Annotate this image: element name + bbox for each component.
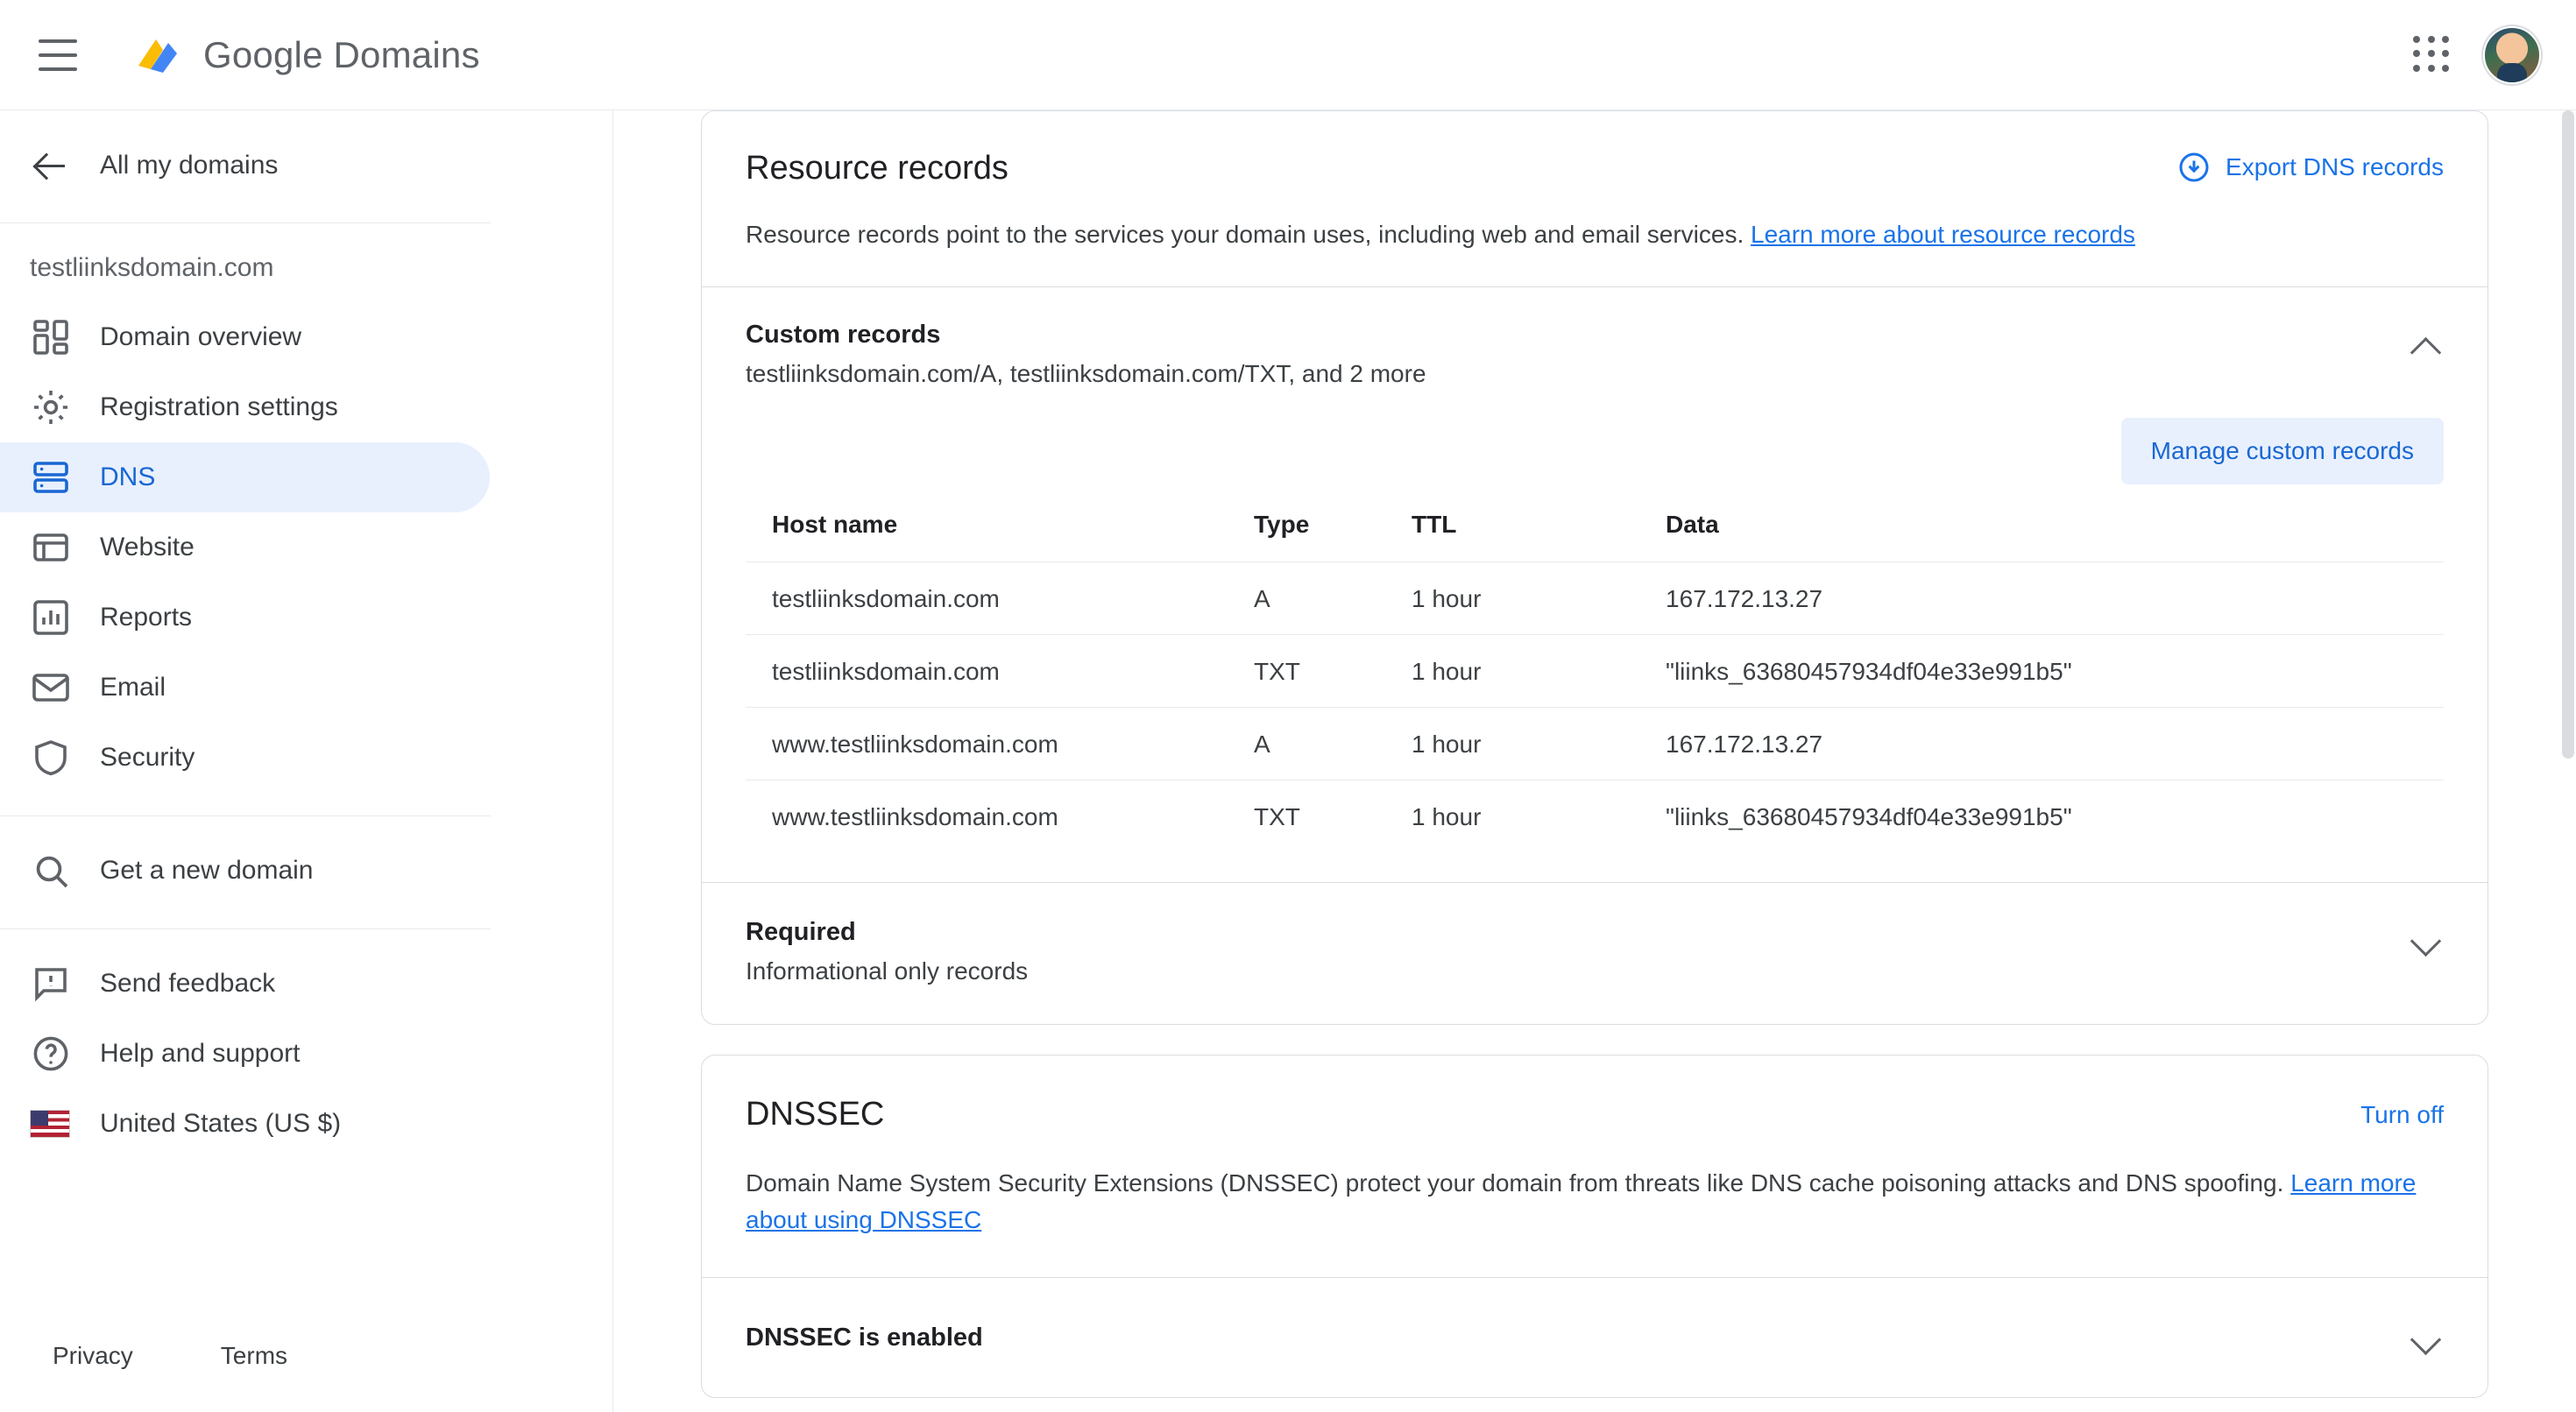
sidebar-item-label: Domain overview [100,322,302,351]
cell-data: "liinks_63680457934df04e33e991b5" [1666,780,2444,853]
help-icon [30,1033,72,1075]
sidebar-item-label: Registration settings [100,392,338,421]
cell-host-name: www.testliinksdomain.com [746,708,1254,780]
export-dns-records-button[interactable] [2176,150,2444,185]
cell-ttl: 1 hour [1412,635,1666,708]
chevron-up-icon[interactable] [2409,328,2444,363]
sidebar-divider-3 [0,928,491,929]
dnssec-header [702,1055,2488,1133]
custom-records-header[interactable] [702,287,2488,397]
table-row [746,708,2444,780]
arrow-left-icon [30,145,72,187]
required-records-header[interactable] [702,883,2488,1024]
cell-host-name: testliinksdomain.com [746,562,1254,635]
dns-icon [30,456,72,498]
sidebar-item-label: Security [100,743,195,772]
privacy-link[interactable]: Privacy [53,1342,133,1369]
feedback-icon [30,963,72,1005]
brand-logo-group[interactable] [133,31,480,80]
column-header-data: Data [1666,511,1719,539]
cell-ttl: 1 hour [1412,780,1666,853]
resource-records-card [701,110,2488,1025]
required-records-subtitle: Informational only records [746,957,1029,985]
sidebar-item-security[interactable] [0,723,612,793]
top-app-bar [0,0,2576,110]
brand-google-text: Google [203,33,323,75]
flag-us-icon [30,1110,70,1138]
dnssec-card [701,1055,2488,1398]
sidebar-back-all-domains[interactable] [0,128,612,203]
column-header-ttl: TTL [1412,511,1457,539]
column-header-host-name: Host name [772,511,898,539]
sidebar-item-label: Website [100,533,195,561]
cell-type: TXT [1254,635,1412,708]
sidebar-item-send-feedback[interactable] [0,949,612,1019]
dnssec-description-text: Domain Name System Security Extensions (DNSSEC) protect your domain from threats like DNS cache poisoning attacks and DNS spoofing. [746,1169,2291,1197]
dnssec-title: DNSSEC [746,1096,885,1133]
cell-type: TXT [1254,780,1412,853]
required-records-title: Required [746,918,856,947]
cell-ttl: 1 hour [1412,562,1666,635]
table-header-row [746,511,2444,562]
hamburger-icon[interactable] [39,39,81,71]
chevron-down-icon[interactable] [2409,925,2444,960]
dnssec-status-title: DNSSEC is enabled [746,1323,983,1352]
manage-custom-records-row [702,397,2488,484]
dnssec-turn-off-button[interactable]: Turn off [2360,1100,2444,1128]
website-icon [30,526,72,568]
sidebar-item-country-currency[interactable] [0,1089,612,1159]
sidebar-item-label: DNS [100,462,156,491]
main-content [613,110,2576,1412]
sidebar-item-label: Help and support [100,1039,301,1068]
sidebar-item-dns[interactable] [0,442,490,512]
sidebar-item-help-and-support[interactable] [0,1019,612,1089]
column-header-type: Type [1254,511,1310,539]
learn-more-dnssec-link[interactable]: Learn more about using DNSSEC [746,1169,2417,1234]
sidebar-item-label: Reports [100,603,193,632]
apps-grid-icon[interactable] [2404,27,2460,83]
cell-data: 167.172.13.27 [1666,708,2444,780]
sidebar-domain-name: testliinksdomain.com [30,253,274,282]
sidebar-item-label: Send feedback [100,969,276,998]
sidebar-footer-links [53,1342,287,1370]
resource-records-header [702,111,2488,187]
sidebar-divider-2 [0,815,491,816]
dnssec-status-row[interactable] [702,1278,2488,1397]
sidebar-item-reports[interactable] [0,582,612,653]
sidebar-item-label: Email [100,673,166,702]
cell-host-name: testliinksdomain.com [746,635,1254,708]
shield-icon [30,737,72,779]
terms-link[interactable]: Terms [220,1342,288,1369]
sidebar [0,110,613,1412]
avatar[interactable] [2483,26,2541,84]
table-spacer [702,852,2488,882]
email-icon [30,667,72,709]
learn-more-resource-records-link[interactable]: Learn more about resource records [1751,221,2135,248]
reports-icon [30,597,72,639]
sidebar-back-label: All my domains [100,151,279,180]
search-icon [30,850,72,892]
custom-records-table [746,511,2444,852]
google-domains-logo-icon [133,31,182,80]
resource-records-description-text: Resource records point to the services your domain uses, including web and email services. [746,221,1752,248]
custom-records-subtitle: testliinksdomain.com/A, testliinksdomain.com/TXT, and 2 more [746,360,1426,388]
export-dns-records-label: Export DNS records [2226,153,2444,180]
cell-data: "liinks_63680457934df04e33e991b5" [1666,635,2444,708]
gear-icon [30,386,72,428]
table-row [746,635,2444,708]
dnssec-description [702,1133,2488,1277]
page-scrollbar[interactable] [2560,110,2576,1412]
custom-records-title: Custom records [746,321,941,349]
topbar-actions [2404,26,2541,84]
sidebar-item-label: United States (US $) [100,1109,342,1138]
table-row [746,780,2444,853]
cell-type: A [1254,708,1412,780]
sidebar-item-label: Get a new domain [100,856,314,885]
sidebar-item-registration-settings[interactable] [0,372,612,442]
page-title: Resource records [746,150,1008,187]
table-row [746,562,2444,635]
download-icon [2176,150,2212,185]
sidebar-item-domain-overview[interactable] [0,302,612,372]
chevron-down-icon[interactable] [2409,1324,2444,1359]
brand-product-text: Domains [333,33,480,75]
manage-custom-records-button[interactable]: Manage custom records [2121,418,2444,484]
cell-type: A [1254,562,1412,635]
sidebar-item-website[interactable] [0,512,612,582]
brand-title [203,34,480,76]
sidebar-item-email[interactable] [0,653,612,723]
cell-data: 167.172.13.27 [1666,562,2444,635]
resource-records-description [702,187,2488,286]
cell-host-name: www.testliinksdomain.com [746,780,1254,853]
sidebar-item-get-a-new-domain[interactable] [0,836,612,906]
scrollbar-thumb[interactable] [2562,110,2574,759]
dashboard-icon [30,316,72,358]
cell-ttl: 1 hour [1412,708,1666,780]
